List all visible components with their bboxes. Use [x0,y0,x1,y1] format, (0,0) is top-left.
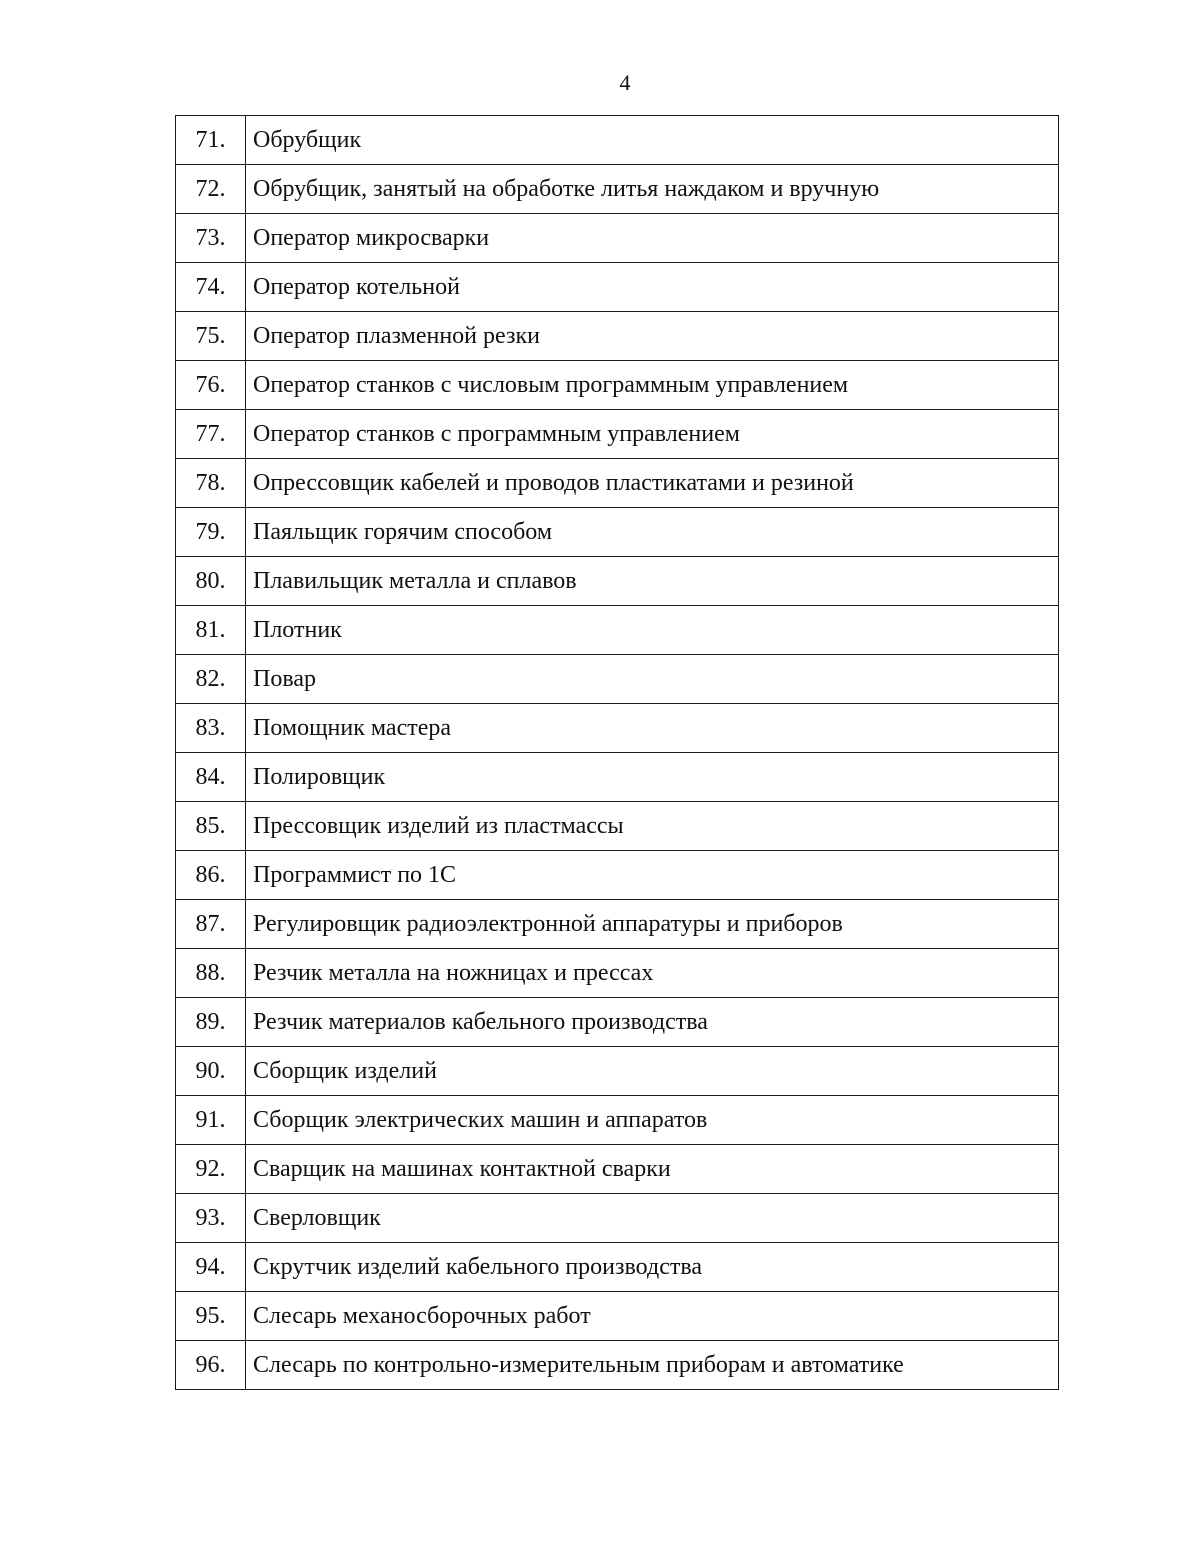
profession-name: Повар [246,655,1059,704]
table-row [176,802,1059,851]
row-number: 92. [176,1145,246,1194]
row-number: 88. [176,949,246,998]
profession-name: Резчик материалов кабельного производства [246,998,1059,1047]
table-row [176,263,1059,312]
row-number: 95. [176,1292,246,1341]
table-row [176,998,1059,1047]
table-row [176,1047,1059,1096]
row-number: 81. [176,606,246,655]
table-row [176,508,1059,557]
profession-name: Оператор котельной [246,263,1059,312]
profession-name: Резчик металла на ножницах и прессах [246,949,1059,998]
profession-name: Плотник [246,606,1059,655]
table-row [176,851,1059,900]
profession-name: Скрутчик изделий кабельного производства [246,1243,1059,1292]
row-number: 87. [176,900,246,949]
row-number: 77. [176,410,246,459]
row-number: 76. [176,361,246,410]
table-row [176,1292,1059,1341]
profession-name: Помощник мастера [246,704,1059,753]
table-row [176,949,1059,998]
table-row [176,1194,1059,1243]
profession-name: Сверловщик [246,1194,1059,1243]
profession-name: Оператор плазменной резки [246,312,1059,361]
profession-name: Полировщик [246,753,1059,802]
profession-name: Сборщик изделий [246,1047,1059,1096]
row-number: 74. [176,263,246,312]
profession-name: Обрубщик [246,116,1059,165]
profession-name: Слесарь по контрольно-измерительным приборам и автоматике [246,1341,1059,1390]
table-row [176,361,1059,410]
table-row [176,116,1059,165]
row-number: 78. [176,459,246,508]
row-number: 86. [176,851,246,900]
table-row [176,1145,1059,1194]
table-row [176,557,1059,606]
page-number: 4 [619,70,631,95]
row-number: 73. [176,214,246,263]
row-number: 90. [176,1047,246,1096]
table-row [176,312,1059,361]
profession-name: Программист по 1С [246,851,1059,900]
table-row [176,214,1059,263]
profession-name: Плавильщик металла и сплавов [246,557,1059,606]
row-number: 84. [176,753,246,802]
profession-name: Оператор микросварки [246,214,1059,263]
table-row [176,410,1059,459]
profession-name: Паяльщик горячим способом [246,508,1059,557]
table-row [176,165,1059,214]
table-row [176,1096,1059,1145]
table-row [176,606,1059,655]
row-number: 80. [176,557,246,606]
table-row [176,1243,1059,1292]
row-number: 72. [176,165,246,214]
row-number: 79. [176,508,246,557]
profession-name: Сборщик электрических машин и аппаратов [246,1096,1059,1145]
professions-table [175,115,1059,1390]
table-row [176,1341,1059,1390]
row-number: 91. [176,1096,246,1145]
professions-table-body [176,116,1059,1390]
profession-name: Оператор станков с программным управлением [246,410,1059,459]
row-number: 71. [176,116,246,165]
profession-name: Регулировщик радиоэлектронной аппаратуры и приборов [246,900,1059,949]
row-number: 89. [176,998,246,1047]
profession-name: Прессовщик изделий из пластмассы [246,802,1059,851]
row-number: 94. [176,1243,246,1292]
profession-name: Слесарь механосборочных работ [246,1292,1059,1341]
profession-name: Опрессовщик кабелей и проводов пластикатами и резиной [246,459,1059,508]
row-number: 75. [176,312,246,361]
row-number: 83. [176,704,246,753]
row-number: 93. [176,1194,246,1243]
profession-name: Обрубщик, занятый на обработке литья наждаком и вручную [246,165,1059,214]
profession-name: Оператор станков с числовым программным управлением [246,361,1059,410]
profession-name: Сварщик на машинах контактной сварки [246,1145,1059,1194]
table-row [176,459,1059,508]
table-row [176,900,1059,949]
table-row [176,655,1059,704]
table-row [176,704,1059,753]
table-row [176,753,1059,802]
row-number: 96. [176,1341,246,1390]
row-number: 82. [176,655,246,704]
row-number: 85. [176,802,246,851]
